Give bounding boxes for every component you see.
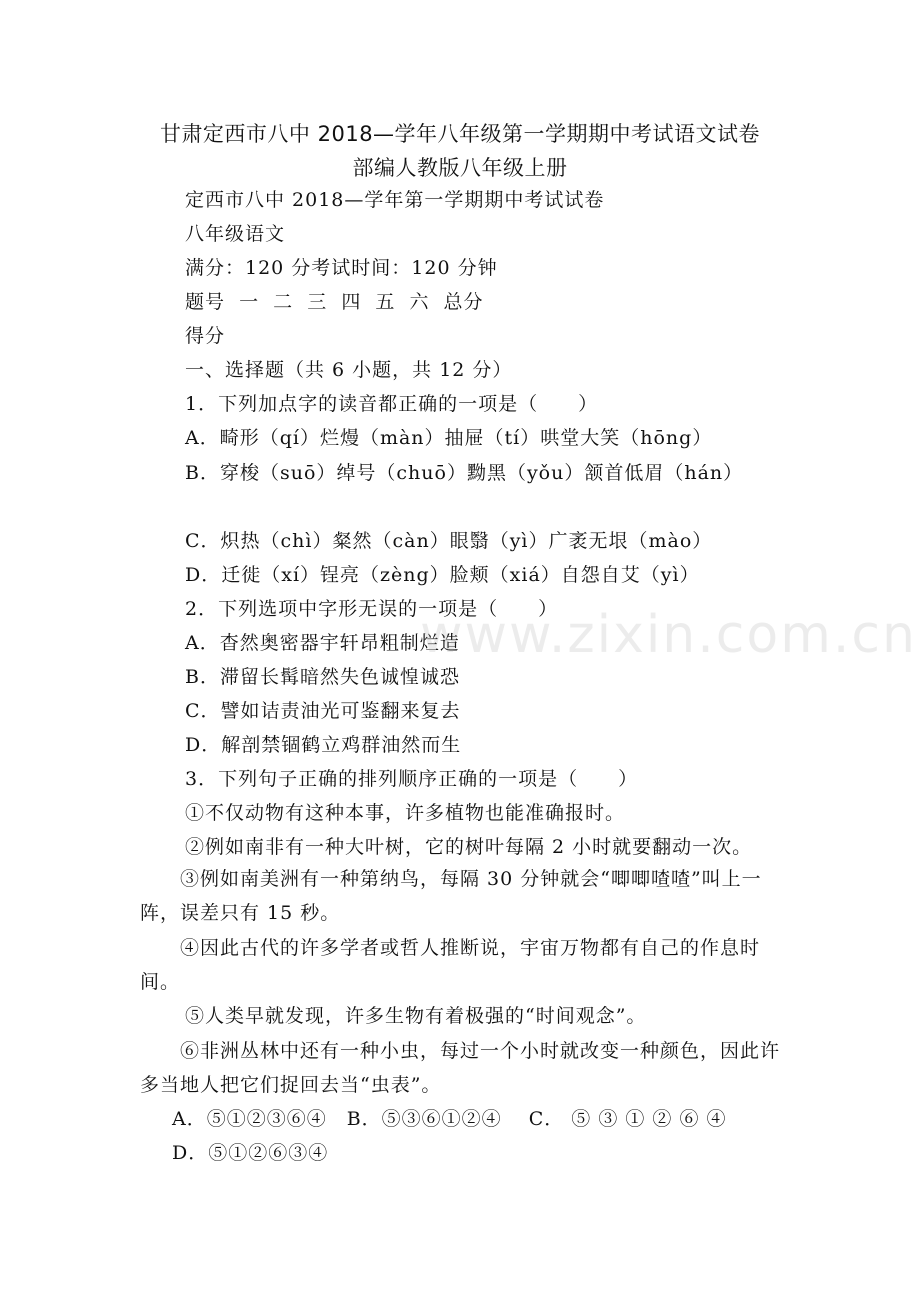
section-1-title: 一、选择题（共 6 小题，共 12 分） (185, 359, 513, 381)
exam-subject-line: 八年级语文 (185, 223, 286, 245)
question-2-option-c: C．譬如诘责油光可鉴翻来复去 (185, 700, 461, 722)
question-3-options-line-2: D．⑤①②⑥③④ (172, 1142, 329, 1164)
question-3-sentence-4: ④因此古代的许多学者或哲人推断说，宇宙万物都有自己的作息时间。 (140, 937, 761, 993)
question-3-options-line-1: A．⑤①②③⑥④ B．⑤③⑥①②④ C． ⑤ ③ ① ② ⑥ ④ (172, 1108, 727, 1130)
exam-score-time-line: 满分：120 分考试时间：120 分钟 (185, 257, 498, 279)
question-2-option-d: D．解剖禁锢鹤立鸡群油然而生 (185, 734, 462, 756)
score-table-score-row: 得分 (185, 325, 226, 347)
question-3-sentence-6: ⑥非洲丛林中还有一种小虫，每过一个小时就改变一种颜色，因此许多当地人把它们捉回去当“虫表”。 (140, 1040, 781, 1096)
question-1-option-d: D．迁徙（xí）锃亮（zèng）脸颊（xiá）自怨自艾（yì） (185, 564, 700, 586)
document-title-line-1: 甘肃定西市八中 2018—学年八年级第一学期期中考试语文试卷 (159, 122, 761, 146)
question-3-sentence-5: ⑤人类早就发现，许多生物有着极强的“时间观念”。 (185, 1005, 647, 1027)
question-3-stem: 3．下列句子正确的排列顺序正确的一项是（ ） (185, 768, 639, 790)
question-3-sentence-3: ③例如南美洲有一种第纳鸟，每隔 30 分钟就会“唧唧喳喳”叫上一阵，误差只有 15 秒。 (140, 868, 762, 924)
question-1-option-c: C．炽热（chì）粲然（càn）眼翳（yì）广袤无垠（mào） (185, 530, 713, 552)
question-2-stem: 2．下列选项中字形无误的一项是（ ） (185, 598, 559, 620)
question-2-option-b: B．滞留长髯暗然失色诚惶诚恐 (185, 666, 460, 688)
question-3-sentence-2: ②例如南非有一种大叶树，它的树叶每隔 2 小时就要翻动一次。 (185, 836, 753, 858)
question-1-stem: 1．下列加点字的读音都正确的一项是（ ） (185, 393, 599, 415)
watermark-text: www.zixin.com.cn (420, 605, 917, 665)
exam-school-line: 定西市八中 2018—学年第一学期期中考试试卷 (185, 189, 605, 211)
question-1-option-b: B．穿梭（suō）绰号（chuō）黝黑（yǒu）颔首低眉（hán） (185, 462, 744, 484)
question-1-option-a: A．畸形（qí）烂熳（màn）抽屉（tí）哄堂大笑（hōng） (185, 427, 713, 449)
question-2-option-a: A．杳然奥密器宇轩昂粗制烂造 (185, 632, 460, 654)
question-3-sentence-1: ①不仅动物有这种本事，许多植物也能准确报时。 (185, 802, 626, 824)
score-table-header-row: 题号 一 二 三 四 五 六 总分 (185, 291, 484, 313)
document-title-line-2: 部编人教版八年级上册 (352, 156, 568, 180)
